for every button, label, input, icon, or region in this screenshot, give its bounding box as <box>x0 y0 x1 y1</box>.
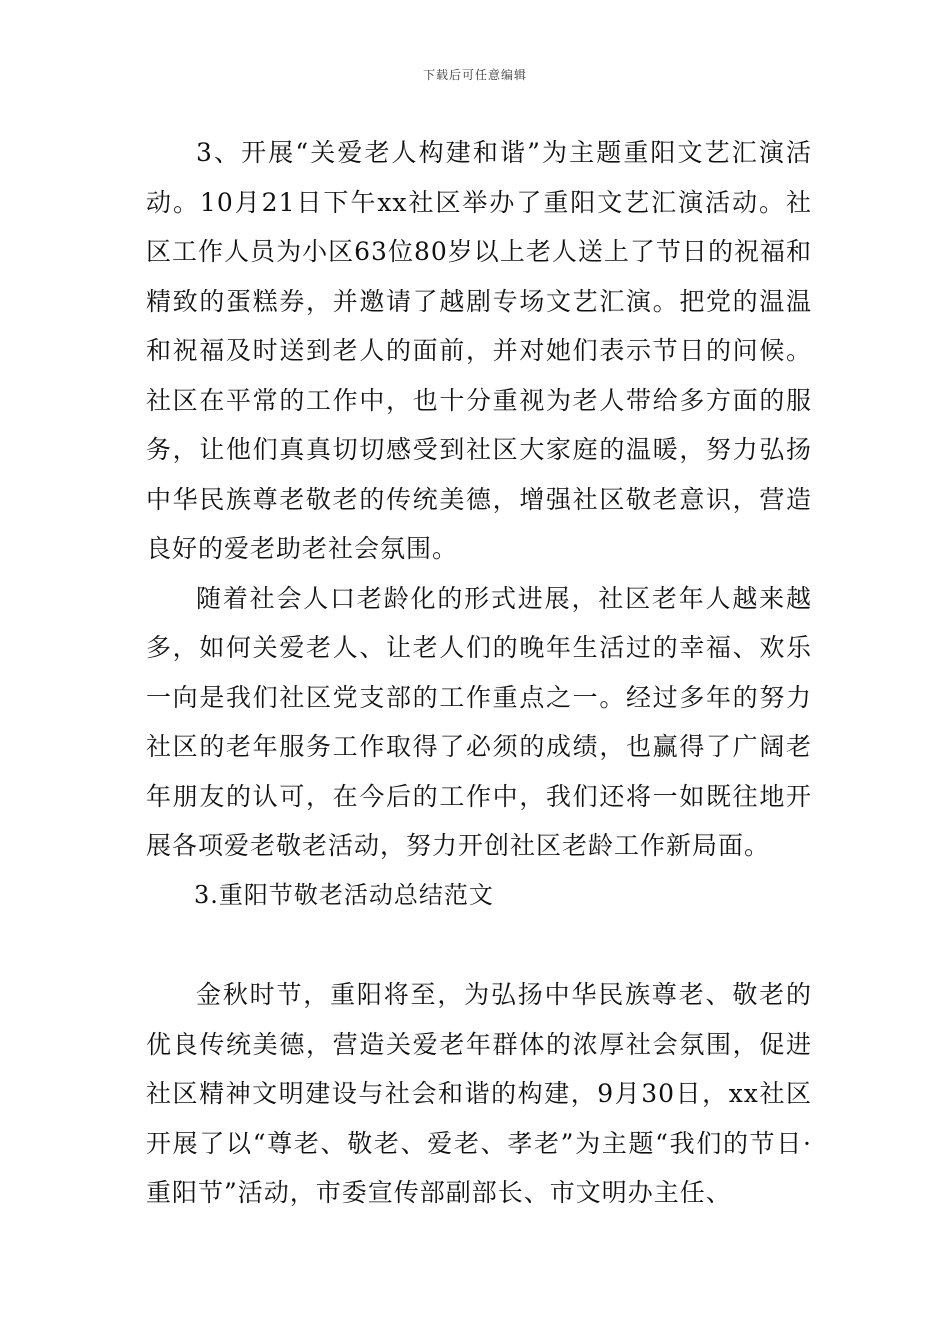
paragraph-2: 随着社会人口老龄化的形式进展，社区老年人越来越多，如何关爱老人、让老人们的晚年生活过的幸福、欢乐一向是我们社区党支部的工作重点之一。经过多年的努力社区的老年服务工作取得了必须的成绩，也赢得了广阔老年朋友的认可，在今后的工作中，我们还将一如既往地开展各项爱老敬老活动，努力开创社区老龄工作新局面。 <box>146 583 812 860</box>
paragraph-3: 金秋时节，重阳将至，为弘扬中华民族尊老、敬老的优良传统美德，营造关爱老年群体的浓厚社会氛围，促进社区精神文明建设与社会和谐的构建，9月30日，xx社区开展了以“尊老、敬老、爱老、孝老”为主题“我们的节日·重阳节”活动，市委宣传部副部长、市文明办主任、 <box>146 980 812 1207</box>
document-body <box>146 128 812 1218</box>
page-header: 下载后可任意编辑 <box>422 68 527 82</box>
section-heading: 3.重阳节敬老活动总结范文 <box>194 880 494 909</box>
paragraph-1: 3、开展“关爱老人构建和谐”为主题重阳文艺汇演活动。10月21日下午xx社区举办了重阳文艺汇演活动。社区工作人员为小区63位80岁以上老人送上了节日的祝福和精致的蛋糕券，并邀请了越剧专场文艺汇演。把党的温温和祝福及时送到老人的面前，并对她们表示节日的问候。社区在平常的工作中，也十分重视为老人带给多方面的服务，让他们真真切切感受到社区大家庭的温暖，努力弘扬中华民族尊老敬老的传统美德，增强社区敬老意识，营造良好的爱老助老社会氛围。 <box>146 138 812 563</box>
blank-line <box>146 920 812 970</box>
